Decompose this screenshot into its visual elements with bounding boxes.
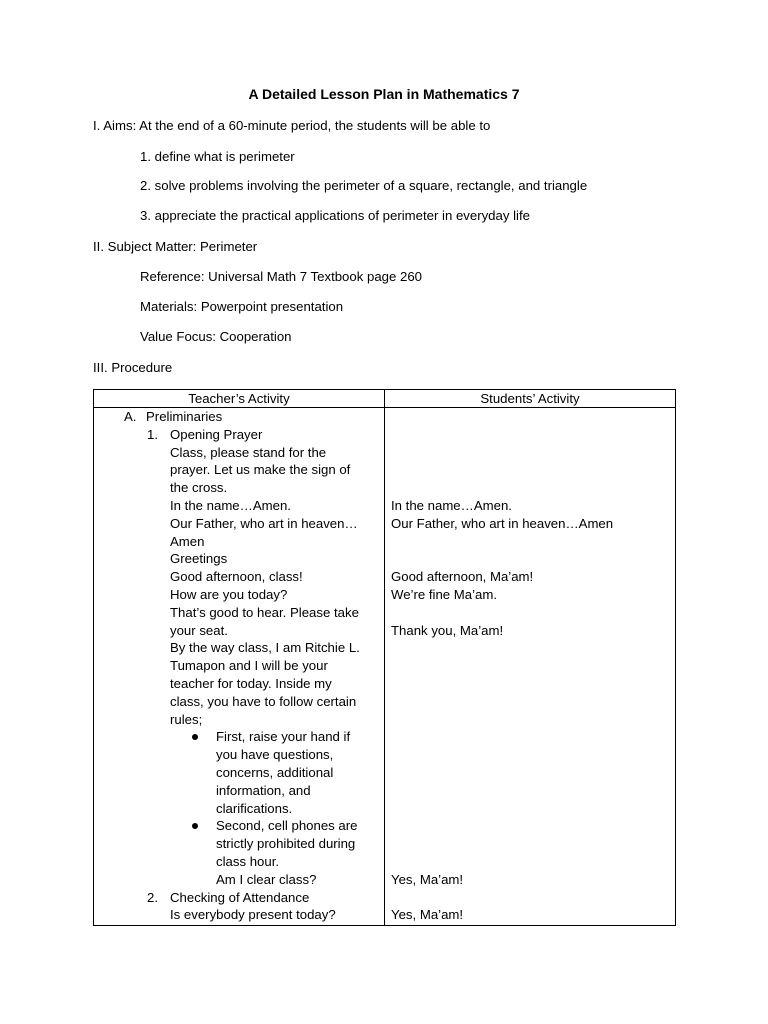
teacher-activity-cell [94,408,385,926]
student-line: We’re fine Ma’am. [391,587,498,602]
rule-line: clarifications. [216,800,293,816]
students-activity-header: Students’ Activity [385,390,676,408]
subject-heading: II. Subject Matter: Perimeter [93,239,258,254]
teacher-line: That’s good to hear. Please take [170,604,359,620]
rule-line: First, raise your hand if [216,729,351,745]
aim-item: 1. define what is perimeter [140,149,295,164]
item-title: Checking of Attendance [170,889,310,905]
rule-line: strictly prohibited during [216,836,356,852]
item-marker: 1. [147,426,158,442]
teacher-line: teacher for today. Inside my [170,676,332,691]
teacher-line: Am I clear class? [216,871,317,887]
rule-line: concerns, additional [216,765,334,780]
teacher-line: your seat. [170,622,228,638]
teacher-line: Greetings [170,551,228,567]
student-line: In the name…Amen. [391,498,512,513]
document-title: A Detailed Lesson Plan in Mathematics 7 [248,86,520,102]
students-activity-cell [385,408,676,926]
teacher-line: Is everybody present today? [170,907,336,923]
teacher-line: the cross. [170,480,228,496]
section-title: Preliminaries [146,409,223,424]
rule-line: Second, cell phones are [216,818,358,834]
teacher-line: Good afternoon, class! [170,569,303,585]
student-line: Thank you, Ma’am! [391,622,504,638]
rule-line: you have questions, [216,747,334,763]
teacher-line: Tumapon and I will be your [170,658,328,674]
bullet-icon [192,823,198,829]
student-line: Good afternoon, Ma’am! [391,569,534,585]
teacher-line: class, you have to follow certain [170,693,357,709]
item-title: Opening Prayer [170,426,263,442]
bullet-icon [192,734,198,740]
teacher-line: In the name…Amen. [170,498,291,513]
student-line: Our Father, who art in heaven…Amen [391,515,614,531]
item-marker: 2. [147,889,158,905]
procedure-heading: III. Procedure [93,360,173,375]
teacher-line: How are you today? [170,587,288,602]
subject-value-focus: Value Focus: Cooperation [140,329,292,344]
teacher-line: Class, please stand for the [170,444,327,460]
rule-line: information, and [216,782,311,798]
teacher-line: Our Father, who art in heaven… [170,515,358,531]
teacher-line: prayer. Let us make the sign of [170,462,351,478]
teacher-activity-header: Teacher’s Activity [94,390,385,408]
teacher-line: Amen [170,533,205,549]
subject-materials: Materials: Powerpoint presentation [140,299,344,314]
rule-line: class hour. [216,854,280,869]
aim-item: 3. appreciate the practical applications of perimeter in everyday life [140,208,530,223]
student-line: Yes, Ma’am! [391,871,464,887]
subject-reference: Reference: Universal Math 7 Textbook page 260 [140,269,422,284]
teacher-line: rules; [170,711,203,727]
aims-heading: I. Aims: At the end of a 60-minute period, the students will be able to [93,118,491,133]
aim-item: 2. solve problems involving the perimeter of a square, rectangle, and triangle [140,178,588,193]
procedure-table [93,389,676,926]
teacher-line: By the way class, I am Ritchie L. [170,640,360,656]
student-line: Yes, Ma’am! [391,907,464,923]
section-marker: A. [124,409,137,424]
